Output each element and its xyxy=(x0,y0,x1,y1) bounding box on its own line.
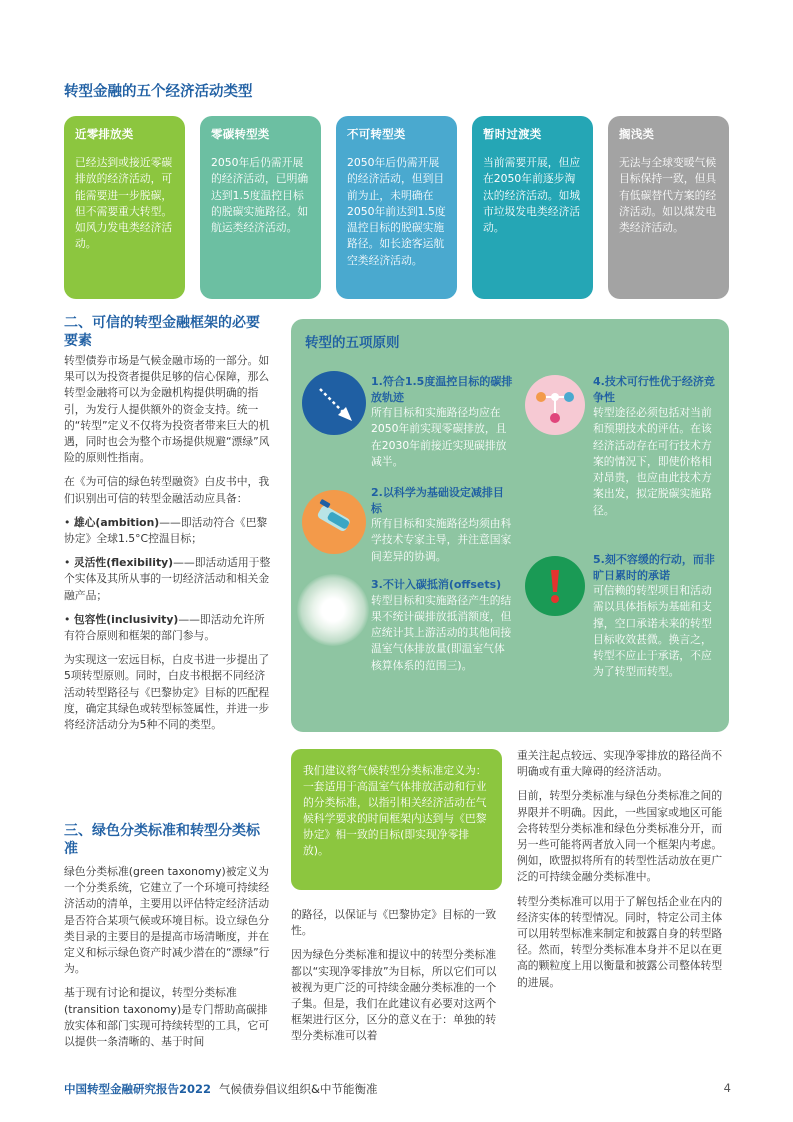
bullet-term: 雄心(ambition) xyxy=(73,515,160,529)
principle-title: 4.技术可行性优于经济竞争性 xyxy=(593,375,715,404)
technology-nodes-icon xyxy=(525,375,585,435)
principle-body: 转型途径必须包括对当前和预期技术的评估。在该经济活动存在可行技术方案的情况下，即使价格相对昂贵，也应由此技术方案出发，拟定脱碳实施路径。 xyxy=(593,406,712,517)
report-title: 中国转型金融研究报告2022 xyxy=(64,1082,212,1096)
principle-3 xyxy=(371,577,513,674)
paragraph: 重关注起点较远、实现净零排放的路径尚不明确或有重大障碍的经济活动。 xyxy=(517,749,723,779)
category-body: 当前需要开展，但应在2050年前逐步淘汰的经济活动。如城市垃圾发电类经济活动。 xyxy=(483,156,581,235)
paragraph: 转型债券市场是气候金融市场的一部分。如果可以为投资者提供足够的信心保障，那么转型金融将可以为金融机构提供明确的指引，为发行人提供额外的资金支持。统一的“转型”定义不仅将为投资者带来巨大的机遇，同时也会为整个市场提供规避“漂绿”风险的原则性指南。 xyxy=(64,354,270,465)
category-card-zero-carbon-transition xyxy=(200,116,321,299)
section-3-heading: 三、绿色分类标准和转型分类标准 xyxy=(64,823,260,857)
paragraph: 基于现有讨论和提议，转型分类标准(transition taxonomy)是专门帮助高碳排放实体和部门实现可持续转型的工具，它可以提供一条清晰的、基于时间 xyxy=(64,986,270,1049)
paragraph: 为实现这一宏远目标，白皮书进一步提出了5项转型原则。同时，白皮书根据不同经济活动转型路径与《巴黎协定》目标的匹配程度，确定其绿色或转型标签属性，并进一步将经济活动分为5种不同的类型。 xyxy=(64,653,270,732)
bullet-term: 灵活性(flexibility) xyxy=(73,556,174,570)
principle-body: 所有目标和实施路径均应在2050年前实现零碳排放，且在2030年前接近实现碳排放减半。 xyxy=(371,406,507,468)
category-title: 暂时过渡类 xyxy=(483,127,542,141)
page-number: 4 xyxy=(723,1081,731,1095)
principles-box xyxy=(291,319,729,732)
urgent-exclamation-icon xyxy=(525,556,585,616)
paragraph: 绿色分类标准(green taxonomy)被定义为一个分类系统，它建立了一个环境可持续经济活动的清单，主要用以评估特定经济活动是否符合某项气候或环境目标。设立绿色分类目录的主要目的是提高市场清晰度，并在定义和标示绿色资产时减少潜在的“漂绿”行为。 xyxy=(64,865,270,976)
section-2-body xyxy=(64,353,274,741)
bullet-text: ——即活动允许所有符合原则和框架的部门参与。 xyxy=(64,612,265,643)
column-2-text xyxy=(291,907,502,1053)
definition-callout: 我们建议将气候转型分类标准定义为：一套适用于高温室气体排放活动和行业的分类标准，以指引相关经济活动在气候科学要求的时间框架内达到与《巴黎协定》相一致的目标(即实现净零排放)。 xyxy=(291,749,502,890)
category-body: 2050年后仍需开展的经济活动，已明确达到1.5度温控目标的脱碳实施路径。如航运类经济活动。 xyxy=(211,156,309,235)
category-title: 近零排放类 xyxy=(75,127,134,141)
principle-title: 2.以科学为基础设定减排目标 xyxy=(371,486,504,515)
trajectory-icon xyxy=(302,371,366,435)
category-body: 2050年后仍需开展的经济活动，但到目前为止，未明确在2050年前达到1.5度温控目标的脱碳实施路径。如长途客运航空类经济活动。 xyxy=(347,156,446,267)
category-title: 不可转型类 xyxy=(347,127,406,141)
category-card-interim xyxy=(472,116,593,299)
category-body: 已经达到或接近零碳排放的经济活动，可能需要进一步脱碳，但不需要重大转型。如风力发电类经济活动。 xyxy=(75,156,173,251)
category-title: 零碳转型类 xyxy=(211,127,270,141)
paragraph: 在《为可信的绿色转型融资》白皮书中，我们识别出可信的转型金融活动应具备： xyxy=(64,475,270,505)
principle-body: 所有目标和实施路径均须由科学技术专家主导，并注意国家间差异的协调。 xyxy=(371,517,512,563)
paragraph: 转型分类标准可以用于了解包括企业在内的经济实体的转型情况。同时，特定公司主体可以用转型标准来制定和披露自身的转型路径。然而，转型分类标准本身并不足以在更高的颗粒度上用以衡量和披露公司整体转型的进展。 xyxy=(517,894,723,989)
bullet-item: • 雄心(ambition)——即活动符合《巴黎协定》全球1.5°C控温目标； xyxy=(64,515,268,546)
principle-body: 可信赖的转型项目和活动需以具体指标为基础和支撑，空口承诺未来的转型目标收效甚微。换言之，转型不应止于承诺，不应为了转型而转型。 xyxy=(593,584,712,679)
principle-body: 转型目标和实施路径产生的结果不统计碳排放抵消额度，但应统计其上游活动的其他间接温室气体排放量(即温室气体核算体系的范围三)。 xyxy=(371,593,512,672)
principle-1 xyxy=(371,374,513,470)
bullet-term: 包容性(inclusivity) xyxy=(73,612,179,626)
bullet-text: ——即活动符合《巴黎协定》全球1.5°C控温目标； xyxy=(64,515,268,546)
category-title: 搁浅类 xyxy=(619,127,655,141)
principles-title: 转型的五项原则 xyxy=(305,335,400,351)
paragraph: 的路径，以保证与《巴黎协定》目标的一致性。 xyxy=(291,908,497,938)
principle-title: 1.符合1.5度温控目标的碳排放轨迹 xyxy=(371,375,513,404)
section-2-heading: 二、可信的转型金融框架的必要要素 xyxy=(64,315,260,349)
science-flask-icon xyxy=(302,490,366,554)
bullet-item: • 灵活性(flexibility)——即活动适用于整个实体及其所从事的一切经济活动和相关金融产品； xyxy=(64,556,271,602)
category-card-non-transitionable xyxy=(336,116,457,299)
principle-title: 3.不计入碳抵消(offsets) xyxy=(371,578,502,591)
principle-5 xyxy=(593,552,717,681)
paragraph: 目前，转型分类标准与绿色分类标准之间的界限并不明确。因此，一些国家或地区可能会将转型分类标准和绿色分类标准分开，而另一些可能将两者放入同一个框架内考虑。例如，欧盟拟将所有的转型性活动放在更广泛的可持续金融分类标准中。 xyxy=(517,789,723,884)
principle-2 xyxy=(371,485,513,565)
bullet-text: ——即活动适用于整个实体及其所从事的一切经济活动和相关金融产品； xyxy=(64,556,271,602)
footer xyxy=(64,1081,377,1097)
category-card-stranded xyxy=(608,116,729,299)
offset-glow-icon xyxy=(297,574,369,646)
page-title: 转型金融的五个经济活动类型 xyxy=(64,84,253,100)
organization-name: 气候债券倡议组织&中节能衡准 xyxy=(219,1082,378,1096)
principle-4 xyxy=(593,374,717,519)
paragraph: 因为绿色分类标准和提议中的转型分类标准都以“实现净零排放”为目标，所以它们可以被视为更广泛的可持续金融分类标准的一个子集。但是，我们在此建议有必要对这两个框架进行区分，区分的意义在于：单独的转型分类标准可以着 xyxy=(291,948,497,1043)
principle-title: 5.刻不容缓的行动，而非旷日累时的承诺 xyxy=(593,553,715,582)
bullet-item: • 包容性(inclusivity)——即活动允许所有符合原则和框架的部门参与。 xyxy=(64,612,265,643)
category-body: 无法与全球变暖气候目标保持一致，但具有低碳替代方案的经济活动。如以煤发电类经济活动。 xyxy=(619,156,717,235)
category-card-near-zero xyxy=(64,116,185,299)
column-3-text xyxy=(517,748,729,999)
section-3-body xyxy=(64,864,274,1058)
